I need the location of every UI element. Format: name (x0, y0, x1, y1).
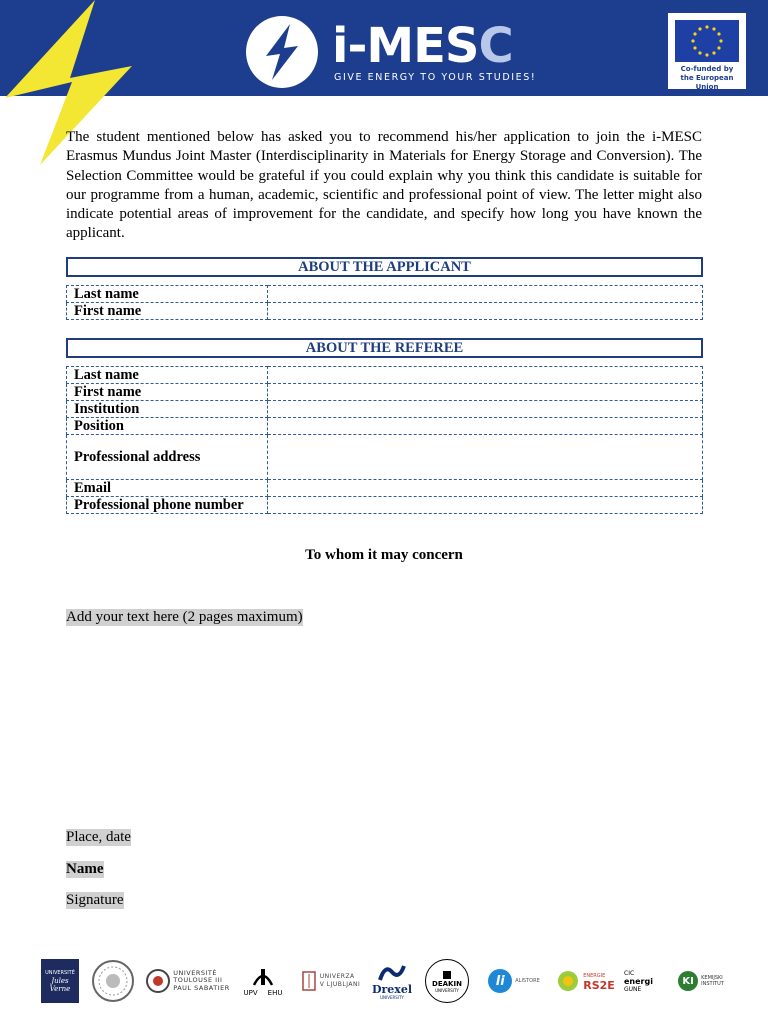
logo-tagline: GIVE ENERGY TO YOUR STUDIES! (334, 72, 537, 83)
referee-section-title: ABOUT THE REFEREE (66, 338, 703, 358)
table-row (67, 303, 703, 320)
kemijski-emblem-icon: KI (678, 971, 698, 991)
letter-body-placeholder[interactable]: Add your text here (2 pages maximum) (66, 609, 303, 625)
referee-address-label: Professional address (67, 435, 268, 480)
salutation: To whom it may concern (305, 547, 463, 563)
referee-phone-field[interactable] (267, 497, 702, 514)
jules-verne-logo: UNIVERSITÉ Jules Verne (40, 958, 80, 1004)
ljubljana-emblem-icon (302, 971, 316, 991)
ljubljana-logo: UNIVERZA V LJUBLJANI (296, 958, 366, 1004)
deakin-emblem-icon (442, 970, 452, 980)
imesc-logo (246, 16, 537, 88)
referee-institution-field[interactable] (267, 401, 702, 418)
seal-icon (91, 959, 135, 1003)
signature-field[interactable]: Signature (66, 892, 124, 908)
header-banner (0, 0, 768, 96)
referee-address-field[interactable] (267, 435, 702, 480)
alistore-emblem-icon: li (488, 969, 512, 993)
partner-logos (40, 958, 730, 1004)
eu-cofunded-text: Co-funded by the European Union (680, 65, 734, 91)
logo-bolt-icon (246, 16, 318, 88)
eu-flag-icon (675, 20, 739, 62)
referee-last-name-label: Last name (67, 367, 268, 384)
rs2e-logo: ENERGIE RS2E (556, 958, 616, 1004)
upv-ehu-logo: UPV EHU (238, 958, 288, 1004)
referee-phone-label: Professional phone number (67, 497, 268, 514)
referee-position-field[interactable] (267, 418, 702, 435)
intro-paragraph: The student mentioned below has asked you to recommend his/her application to join the i-MESC Erasmus Mundus Joint Master (Interdisciplinarity in Materials for Energy Storage and Conversion). The Selection Committee would be grateful if you could explain why you think this candidate is suitable for our programme from a human, academic, scientific and professional point of view. The letter might also indicate potential areas of improvement for the candidate, and specify how long you have known the applicant. (66, 129, 702, 242)
referee-last-name-field[interactable] (267, 367, 702, 384)
applicant-last-name-field[interactable] (267, 286, 702, 303)
applicant-table (66, 285, 703, 320)
kemijski-institut-logo: KI KEMIJSKI INSTITUT (672, 958, 730, 1004)
cic-energigune-logo: CIC energi GUNE (624, 969, 653, 993)
toulouse-logo: UNIVERSITÉ TOULOUSE III PAUL SABATIER (146, 958, 230, 1004)
applicant-first-name-field[interactable] (267, 303, 702, 320)
eu-cofunded-badge (668, 13, 746, 89)
drexel-logo: Drexel UNIVERSITY (370, 958, 414, 1004)
table-row (67, 367, 703, 384)
applicant-section-title: ABOUT THE APPLICANT (66, 257, 703, 277)
alistore-logo: li ALISTORE (480, 958, 548, 1004)
logo-emblem-icon (246, 16, 318, 88)
table-row (67, 286, 703, 303)
table-row (67, 435, 703, 480)
logo-wordmark: i-MESC (332, 18, 513, 74)
referee-position-label: Position (67, 418, 268, 435)
referee-email-label: Email (67, 480, 268, 497)
table-row (67, 384, 703, 401)
university-seal-logo (90, 958, 136, 1004)
referee-email-field[interactable] (267, 480, 702, 497)
place-date-field[interactable]: Place, date (66, 829, 131, 845)
applicant-last-name-label: Last name (67, 286, 268, 303)
name-field[interactable]: Name (66, 861, 104, 877)
referee-first-name-label: First name (67, 384, 268, 401)
deakin-logo: DEAKIN UNIVERSITY (424, 958, 470, 1004)
table-row (67, 418, 703, 435)
upv-emblem-icon (250, 965, 276, 989)
applicant-first-name-label: First name (67, 303, 268, 320)
referee-first-name-field[interactable] (267, 384, 702, 401)
referee-table (66, 366, 703, 514)
drexel-dragon-icon (377, 962, 407, 984)
table-row (67, 401, 703, 418)
rs2e-emblem-icon (557, 970, 579, 992)
toulouse-emblem-icon (146, 969, 170, 993)
table-row (67, 497, 703, 514)
table-row (67, 480, 703, 497)
referee-institution-label: Institution (67, 401, 268, 418)
